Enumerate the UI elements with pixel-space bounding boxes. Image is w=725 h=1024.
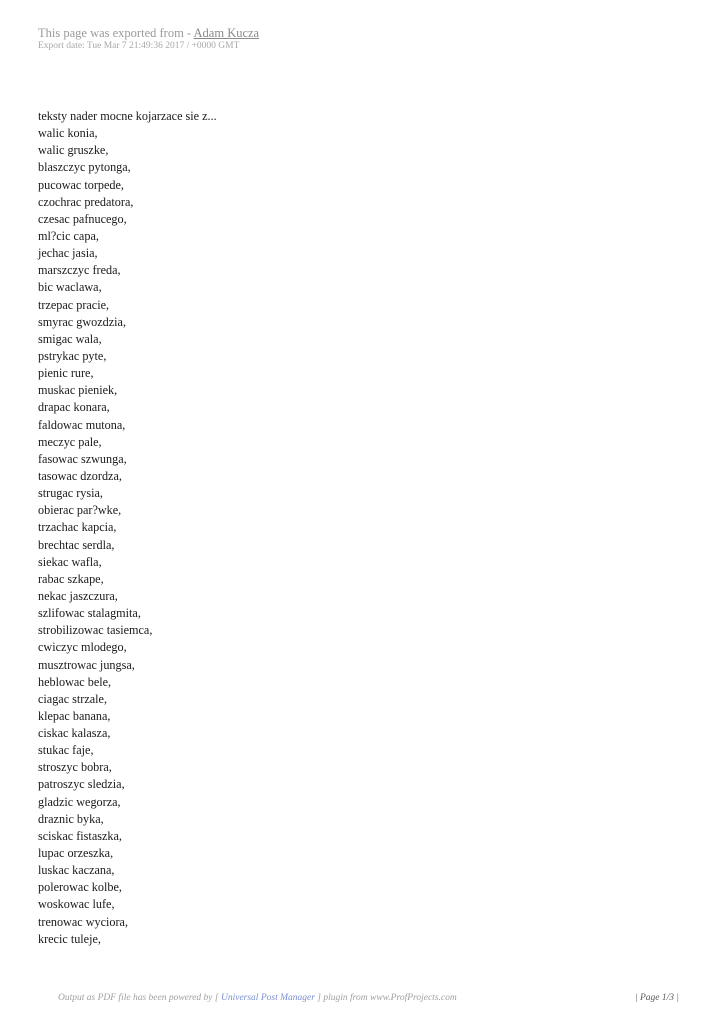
text-line: nekac jaszczura, [38,588,118,603]
text-line: walic konia, [38,126,98,141]
author-link[interactable]: Adam Kucza [193,26,260,40]
text-line: blaszczyc pytonga, [38,160,131,175]
text-line: rabac szkape, [38,571,104,586]
text-line: stroszyc bobra, [38,760,112,775]
text-line: krecic tuleje, [38,931,101,946]
text-line: meczyc pale, [38,434,102,449]
text-line: luskac kaczana, [38,863,115,878]
text-line: lupac orzeszka, [38,846,114,861]
text-line: brechtac serdla, [38,537,115,552]
text-line: jechac jasia, [38,246,98,261]
text-line: tasowac dzordza, [38,468,122,483]
text-line: draznic byka, [38,811,104,826]
text-line: pucowac torpede, [38,177,124,192]
export-notice [38,27,259,40]
text-line: ciagac strzale, [38,691,108,706]
text-line: strugac rysia, [38,486,103,501]
text-line: sciskac fistaszka, [38,828,122,843]
text-line: trzepac pracie, [38,297,110,312]
text-line: ml?cic capa, [38,228,99,243]
text-line: heblowac bele, [38,674,112,689]
text-line: czesac pafnucego, [38,211,127,226]
text-line: trzachac kapcia, [38,520,117,535]
text-line: szlifowac stalagmita, [38,606,141,621]
footer-prefix: Output as PDF file has been powered by [ [58,993,221,1003]
export-notice-text: This page was exported from - [38,26,194,40]
text-line: stukac faje, [38,743,94,758]
text-line: gladzic wegorza, [38,794,121,809]
text-line: faldowac mutona, [38,417,126,432]
text-line: cwiczyc mlodego, [38,640,127,655]
text-line: walic gruszke, [38,143,109,158]
text-line: smigac wala, [38,331,102,346]
text-line: bic waclawa, [38,280,102,295]
text-line: strobilizowac tasiemca, [38,623,153,638]
text-line: polerowac kolbe, [38,880,122,895]
text-line: fasowac szwunga, [38,451,127,466]
text-line: czochrac predatora, [38,194,134,209]
text-line: drapac konara, [38,400,110,415]
text-line: musztrowac jungsa, [38,657,135,672]
text-line: patroszyc sledzia, [38,777,125,792]
export-date: Export date: Tue Mar 7 21:49:36 2017 / +0000 GMT [38,40,240,51]
plugin-link[interactable]: Universal Post Manager [220,993,315,1003]
footer-credit [58,993,457,1003]
document-body [38,108,678,948]
text-line: ciskac kalasza, [38,726,111,741]
text-line: muskac pieniek, [38,383,118,398]
pdf-footer [0,993,725,1007]
text-line: trenowac wyciora, [38,914,129,929]
text-line: woskowac lufe, [38,897,115,912]
text-line: pienic rure, [38,366,94,381]
text-line: pstrykac pyte, [38,348,107,363]
text-line: klepac banana, [38,708,111,723]
text-line: marszczyc freda, [38,263,121,278]
text-line: obierac par?wke, [38,503,122,518]
export-header [38,27,259,51]
footer-suffix: ] plugin from www.ProfProjects.com [314,993,457,1003]
text-line: teksty nader mocne kojarzace sie z... [38,109,217,123]
text-line: smyrac gwozdzia, [38,314,126,329]
text-line: siekac wafla, [38,554,102,569]
page-number: | Page 1/3 | [634,993,679,1003]
